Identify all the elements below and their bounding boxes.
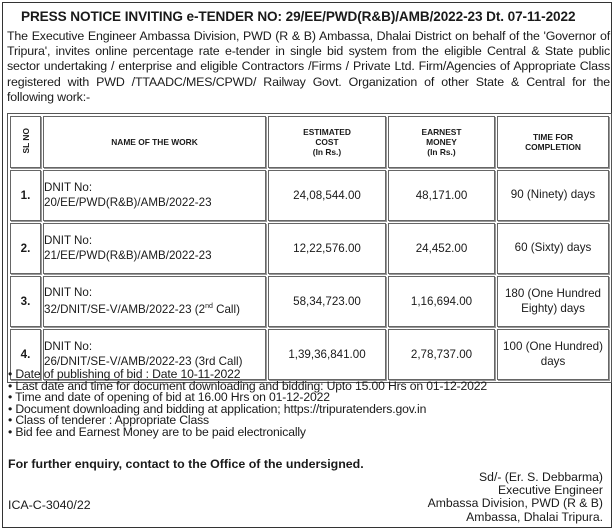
row-cost: 24,08,544.00 (268, 170, 386, 221)
row-sl: 4. (10, 329, 41, 380)
signature-line: Ambassa, Dhalai Tripura. (466, 509, 603, 524)
notice-title: PRESS NOTICE INVITING e-TENDER NO: 29/EE/PWD(R&B)/AMB/2022-23 Dt. 07-11-2022 (21, 9, 576, 24)
list-item: • Time and date of opening of bid at 16.00 Hrs on 01-12-2022 (8, 390, 330, 405)
row-money: 24,452.00 (388, 223, 495, 274)
header-sl: SL NO (10, 116, 41, 168)
row-time: 90 (Ninety) days (497, 170, 609, 221)
list-item: • Date of publishing of bid : Date 10-11-2022 (8, 367, 241, 381)
row-sl: 1. (10, 170, 41, 221)
row-cost: 58,34,723.00 (268, 276, 386, 327)
signature-line: Executive Engineer (497, 483, 603, 498)
list-item: • Document downloading and bidding at application; https://tripuratenders.gov.in (8, 401, 427, 416)
row-money: 1,16,694.00 (388, 276, 495, 327)
table-row (10, 223, 609, 274)
row-work: DNIT No: 21/EE/PWD(R&B)/AMB/2022-23 (43, 223, 266, 274)
row-money: 2,78,737.00 (388, 329, 495, 380)
row-time: 100 (One Hundred) days (497, 329, 609, 380)
list-item: • Last date and time for document downloading and bidding: Upto 15.00 Hrs on 01-12-2022 (8, 378, 488, 393)
table-row (10, 170, 609, 221)
reference-number: ICA-C-3040/22 (8, 498, 91, 512)
row-time: 180 (One Hundred Eighty) days (497, 276, 609, 327)
row-sl: 3. (10, 276, 41, 327)
table-row (10, 276, 609, 327)
header-work: NAME OF THE WORK (43, 116, 266, 168)
signature-block (428, 471, 603, 524)
bid-details-list (8, 369, 487, 439)
row-work: DNIT No: 26/DNIT/SE-V/AMB/2022-23 (3rd Call) (43, 329, 266, 380)
list-item: • Class of tenderer : Appropriate Class (8, 413, 209, 428)
row-money: 48,171.00 (388, 170, 495, 221)
row-time: 60 (Sixty) days (497, 223, 609, 274)
signature-line: Ambassa Division, PWD (R & B) (427, 496, 603, 511)
header-time: TIME FOR COMPLETION (497, 116, 609, 168)
row-sl: 2. (10, 223, 41, 274)
works-table (7, 113, 612, 383)
notice-intro: The Executive Engineer Ambassa Division, PWD (R & B) Ambassa, Dhalai District on behalf of the 'Governor of Tripura', invites online percentage rate e-tender in single bid system from the eligible Central & State public sector undertaking / enterprise and eligible Contractors /Firms / Private Ltd. Firm/Agencies of Appropriate Class registered with PWD /TTAADC/MES/CPWD/ Railway Govt. Organization of other State & Central for the following work:- (7, 29, 610, 104)
row-work: DNIT No: 32/DNIT/SE-V/AMB/2022-23 (2nd Call) (43, 276, 266, 327)
header-money: EARNEST MONEY (In Rs.) (388, 116, 495, 168)
row-work: DNIT No: 20/EE/PWD(R&B)/AMB/2022-23 (43, 170, 266, 221)
table-header-row (10, 116, 609, 168)
row-cost: 1,39,36,841.00 (268, 329, 386, 380)
enquiry-note: For further enquiry, contact to the Office of the undersigned. (8, 457, 364, 471)
list-item: • Bid fee and Earnest Money are to be paid electronically (8, 424, 306, 439)
signature-line: Sd/- (Er. S. Debbarma) (479, 470, 603, 484)
header-cost: ESTIMATED COST (In Rs.) (268, 116, 386, 168)
row-cost: 12,22,576.00 (268, 223, 386, 274)
tender-notice (2, 2, 612, 528)
